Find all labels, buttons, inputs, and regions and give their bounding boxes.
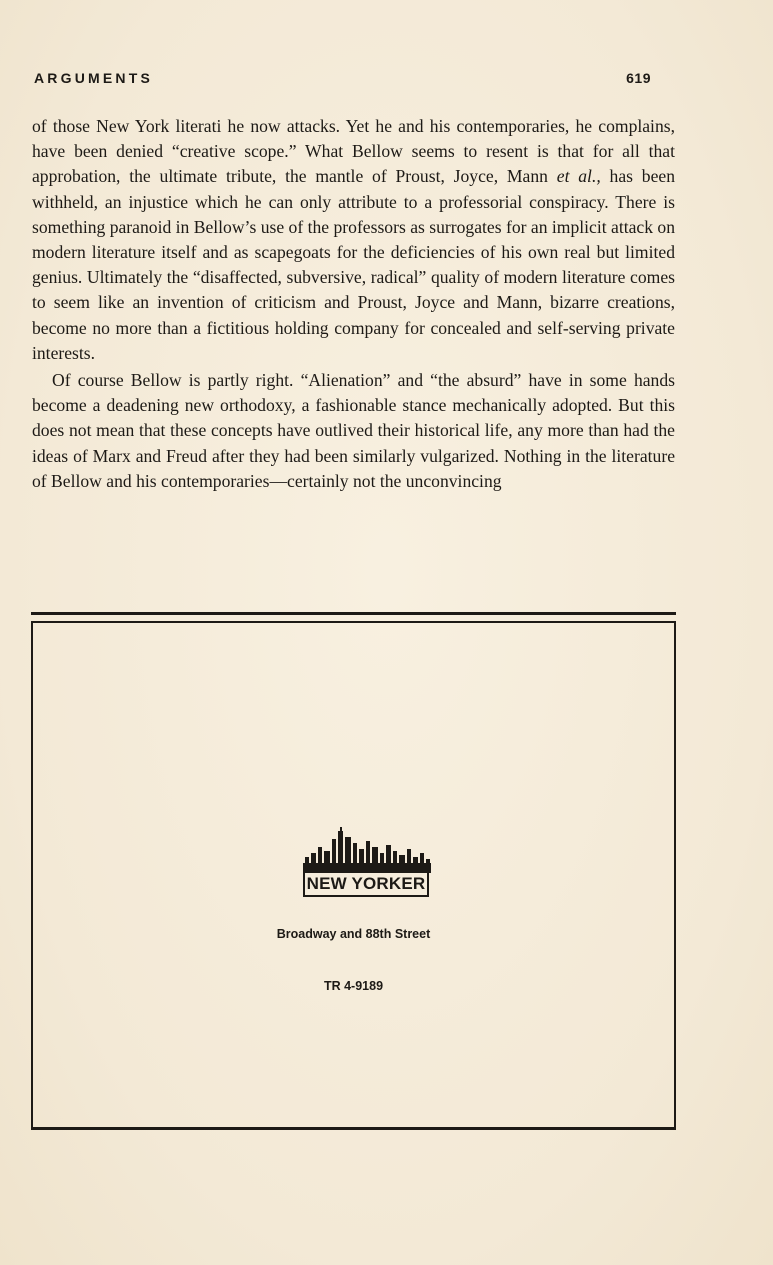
logo-wordmark: NEW YORKER <box>303 871 429 897</box>
ad-address: Broadway and 88th Street <box>276 927 431 941</box>
paragraph-1-italic: et al., <box>556 166 601 187</box>
paragraph-1-text-b: has been withheld, an injustice which he can only attribute to a professorial conspiracy. There is something paranoid in Bellow’s use of the professors as surrogates for an implicit attack on modern literature itself and as scapegoats for the deficiencies of his own real but limited genius. Ultimately the “disaffected, subversive, radical” quality of modern literature comes to seem like an invention of criticism and Proust, Joyce and Mann, bizarre creations, become no more than a fictitious holding company for concealed and self-serving private interests. <box>32 166 676 363</box>
city-skyline-icon <box>297 827 437 877</box>
paragraph-2: Of course Bellow is partly right. “Alienation” and “the absurd” have in some hands become a deadening new orthodoxy, a fashionable stance mechanically adopted. But this does not mean that these concepts have outlived their historical life, any more than had the ideas of Marx and Freud after they had been similarly vulgarized. Nothing in the literature of Bellow and his contemporaries—certainly not the unconvincing <box>32 370 675 491</box>
section-title: ARGUMENTS <box>34 70 154 86</box>
paragraph-1-text-a: of those New York literati he now attacks. Yet he and his contemporaries, he complains, have been denied “creative scope.” What Bellow seems to resent is that for all that approbation, the ultimate tribute, the mantle of Proust, Joyce, Mann <box>32 116 675 187</box>
paragraph-1 <box>32 114 675 366</box>
new-yorker-logo <box>297 827 437 907</box>
article-body <box>32 114 675 494</box>
advertisement <box>31 612 676 1129</box>
ad-phone: TR 4-9189 <box>323 979 384 993</box>
advertisement-frame <box>31 621 676 1130</box>
page-number: 619 <box>626 70 651 86</box>
running-head <box>34 70 651 86</box>
